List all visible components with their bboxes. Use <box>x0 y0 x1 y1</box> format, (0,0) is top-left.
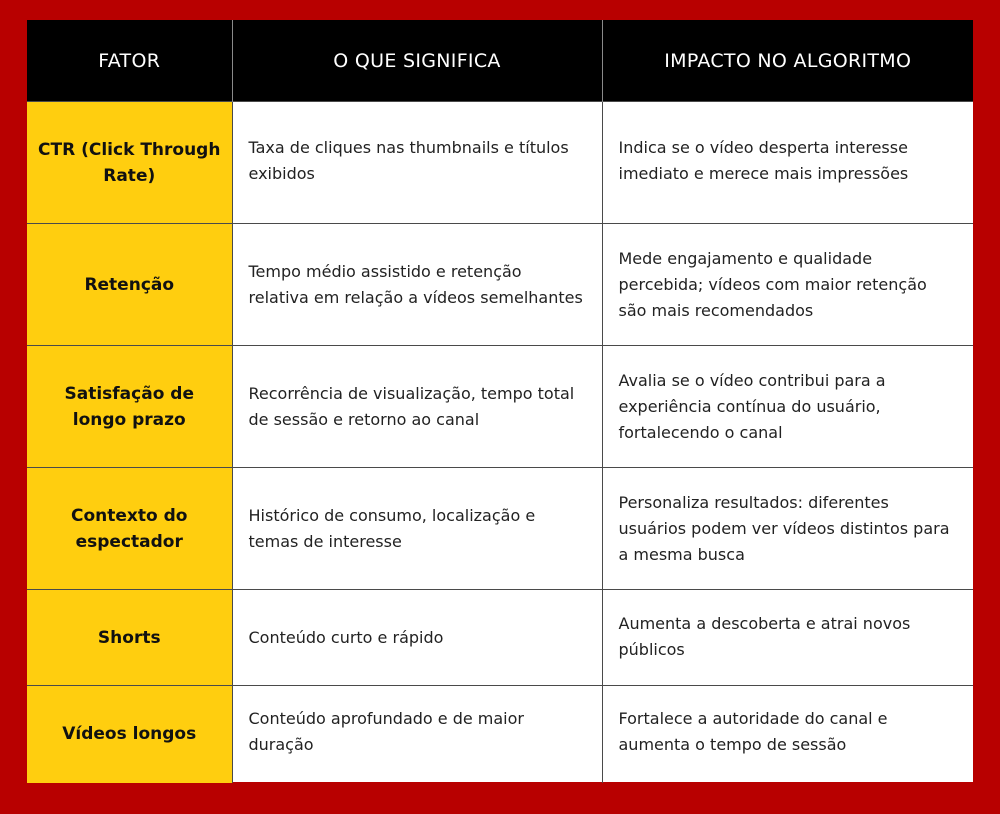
algorithm-factors-table <box>27 20 973 783</box>
header-impacto: IMPACTO NO ALGORITMO <box>602 20 973 102</box>
significado-cell: Recorrência de visualização, tempo total de sessão e retorno ao canal <box>232 346 602 468</box>
table-container <box>27 20 973 782</box>
table-row <box>27 590 973 686</box>
significado-cell: Tempo médio assistido e retenção relativa em relação a vídeos semelhantes <box>232 224 602 346</box>
impacto-cell: Indica se o vídeo desperta interesse imediato e merece mais impressões <box>602 102 973 224</box>
header-fator: FATOR <box>27 20 232 102</box>
fator-cell: Contexto do espectador <box>27 468 232 590</box>
significado-cell: Conteúdo curto e rápido <box>232 590 602 686</box>
impacto-cell: Personaliza resultados: diferentes usuários podem ver vídeos distintos para a mesma busca <box>602 468 973 590</box>
table-row <box>27 468 973 590</box>
impacto-cell: Fortalece a autoridade do canal e aumenta o tempo de sessão <box>602 686 973 783</box>
header-significado: O QUE SIGNIFICA <box>232 20 602 102</box>
fator-cell: Vídeos longos <box>27 686 232 783</box>
significado-cell: Conteúdo aprofundado e de maior duração <box>232 686 602 783</box>
significado-cell: Histórico de consumo, localização e temas de interesse <box>232 468 602 590</box>
table-row <box>27 686 973 783</box>
table-row <box>27 224 973 346</box>
table-row <box>27 346 973 468</box>
fator-cell: Shorts <box>27 590 232 686</box>
fator-cell: Satisfação de longo prazo <box>27 346 232 468</box>
table-row <box>27 102 973 224</box>
fator-cell: CTR (Click Through Rate) <box>27 102 232 224</box>
header-row <box>27 20 973 102</box>
impacto-cell: Aumenta a descoberta e atrai novos públicos <box>602 590 973 686</box>
impacto-cell: Mede engajamento e qualidade percebida; vídeos com maior retenção são mais recomendados <box>602 224 973 346</box>
significado-cell: Taxa de cliques nas thumbnails e títulos exibidos <box>232 102 602 224</box>
impacto-cell: Avalia se o vídeo contribui para a experiência contínua do usuário, fortalecendo o canal <box>602 346 973 468</box>
fator-cell: Retenção <box>27 224 232 346</box>
